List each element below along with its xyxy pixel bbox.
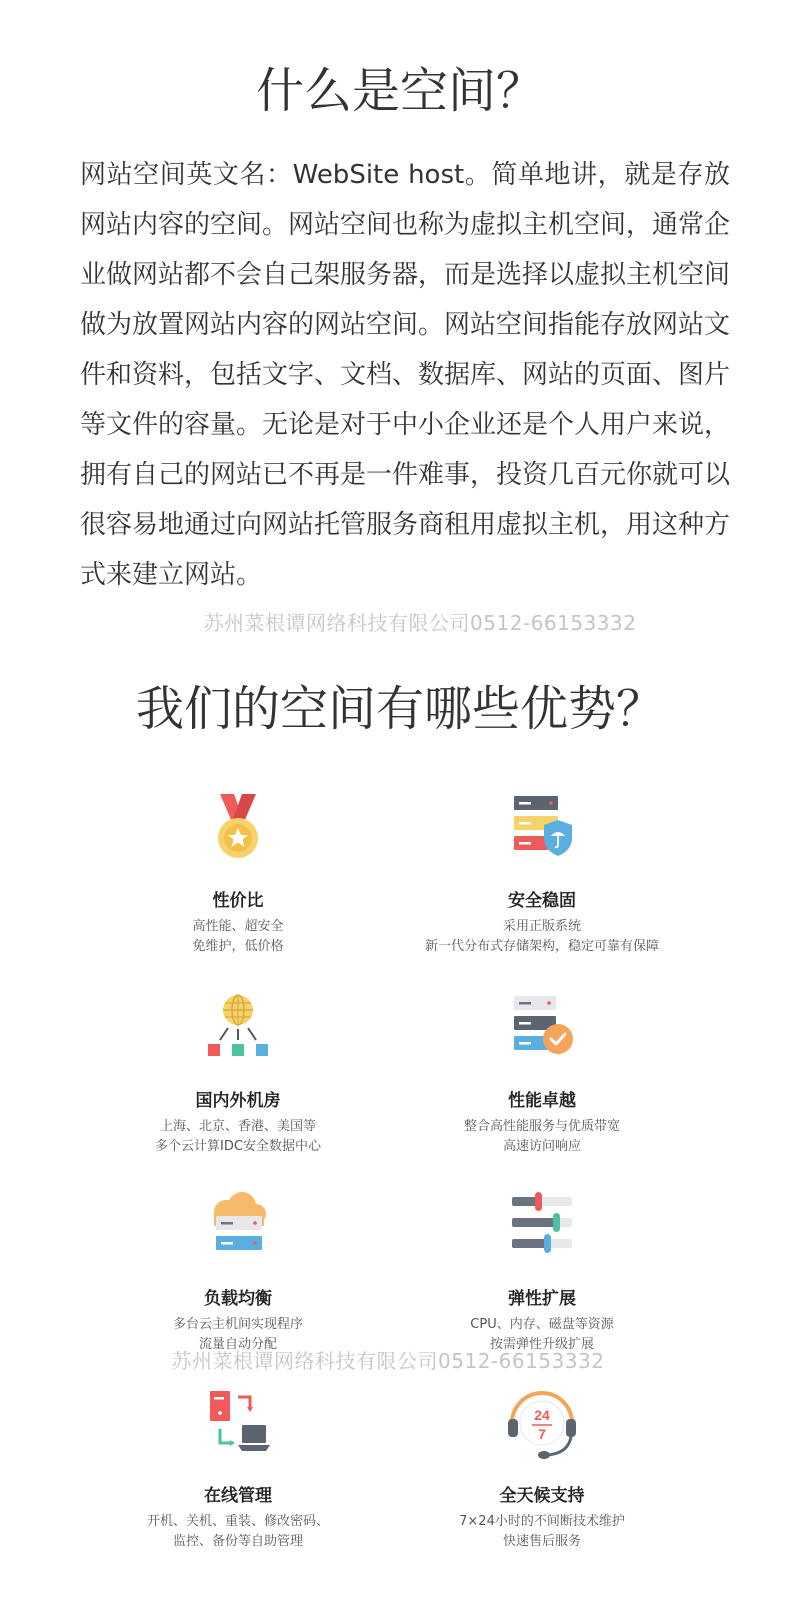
- feature-title: 在线管理: [204, 1486, 272, 1506]
- feature-performance: [362, 992, 722, 1157]
- feature-desc-line2: 免维护，低价格: [192, 939, 284, 954]
- feature-desc-line2: 高速访问响应: [502, 1139, 581, 1154]
- feature-elastic-scaling: [362, 1190, 722, 1355]
- support-badge-top: 24: [534, 1407, 550, 1423]
- feature-title: 性价比: [212, 891, 264, 911]
- intro-paragraph: 网站空间英文名：WebSite host。简单地讲，就是存放网站内容的空间。网站空间也称为虚拟主机空间，通常企业做网站都不会自己架服务器，而是选择以虚拟主机空间做为放置网站内容的网站空间。网站空间指能存放网站文件和资料，包括文字、文档、数据库、网站的页面、图片等文件的容量。无论是对于中小企业还是个人用户来说，拥有自己的网站已不再是一件难事，投资几百元你就可以很容易地通过向网站托管服务商租用虚拟主机，用这种方式来建立网站。: [80, 160, 731, 590]
- cloud-server-icon: [198, 1190, 278, 1270]
- secure-server-icon: [502, 792, 582, 872]
- feature-desc-line2: 多个云计算IDC安全数据中心: [155, 1139, 321, 1154]
- medal-icon: [198, 792, 278, 872]
- server-check-icon: [502, 992, 582, 1072]
- feature-desc-line1: 7×24小时的不间断技术维护: [459, 1514, 625, 1529]
- feature-desc-line1: 开机、关机、重装、修改密码、: [146, 1514, 329, 1529]
- feature-title: 安全稳固: [508, 891, 576, 911]
- feature-desc-line2: 流量自动分配: [198, 1337, 277, 1352]
- feature-desc-line1: 多台云主机间实现程序: [172, 1317, 303, 1332]
- feature-desc-line2: 新一代分布式存储架构，稳定可靠有保障: [424, 939, 659, 954]
- feature-desc-line1: 高性能、超安全: [192, 919, 284, 934]
- feature-title: 弹性扩展: [508, 1289, 576, 1309]
- sliders-icon: [502, 1190, 582, 1270]
- feature-security: [362, 792, 722, 957]
- feature-desc-line1: 整合高性能服务与优质带宽: [463, 1119, 620, 1134]
- remote-manage-icon: [198, 1387, 278, 1467]
- watermark-text: 苏州菜根谭网络科技有限公司0512-66153332: [203, 611, 637, 635]
- feature-title: 全天候支持: [499, 1486, 585, 1506]
- watermark-text: 苏州菜根谭网络科技有限公司0512-66153332: [171, 1349, 605, 1373]
- support-24-7-icon: [502, 1387, 582, 1467]
- feature-desc-line1: CPU、内存、磁盘等资源: [470, 1317, 614, 1332]
- feature-desc-line1: 上海、北京、香港、美国等: [159, 1119, 316, 1134]
- feature-desc-line2: 快速售后服务: [502, 1534, 581, 1549]
- feature-title: 负载均衡: [204, 1289, 272, 1309]
- feature-title: 性能卓越: [508, 1091, 576, 1111]
- section-title-what-is-space: 什么是空间？: [255, 63, 544, 119]
- feature-24-7-support: [362, 1387, 722, 1552]
- feature-desc-line1: 采用正版系统: [502, 919, 581, 934]
- feature-title: 国内外机房: [195, 1091, 281, 1111]
- global-network-icon: [198, 992, 278, 1072]
- feature-desc-line2: 监控、备份等自助管理: [172, 1534, 303, 1549]
- support-badge-bottom: 7: [538, 1426, 546, 1442]
- section-title-advantages: 我们的空间有哪些优势？: [135, 681, 664, 737]
- feature-desc-line2: 按需弹性升级扩展: [489, 1337, 594, 1352]
